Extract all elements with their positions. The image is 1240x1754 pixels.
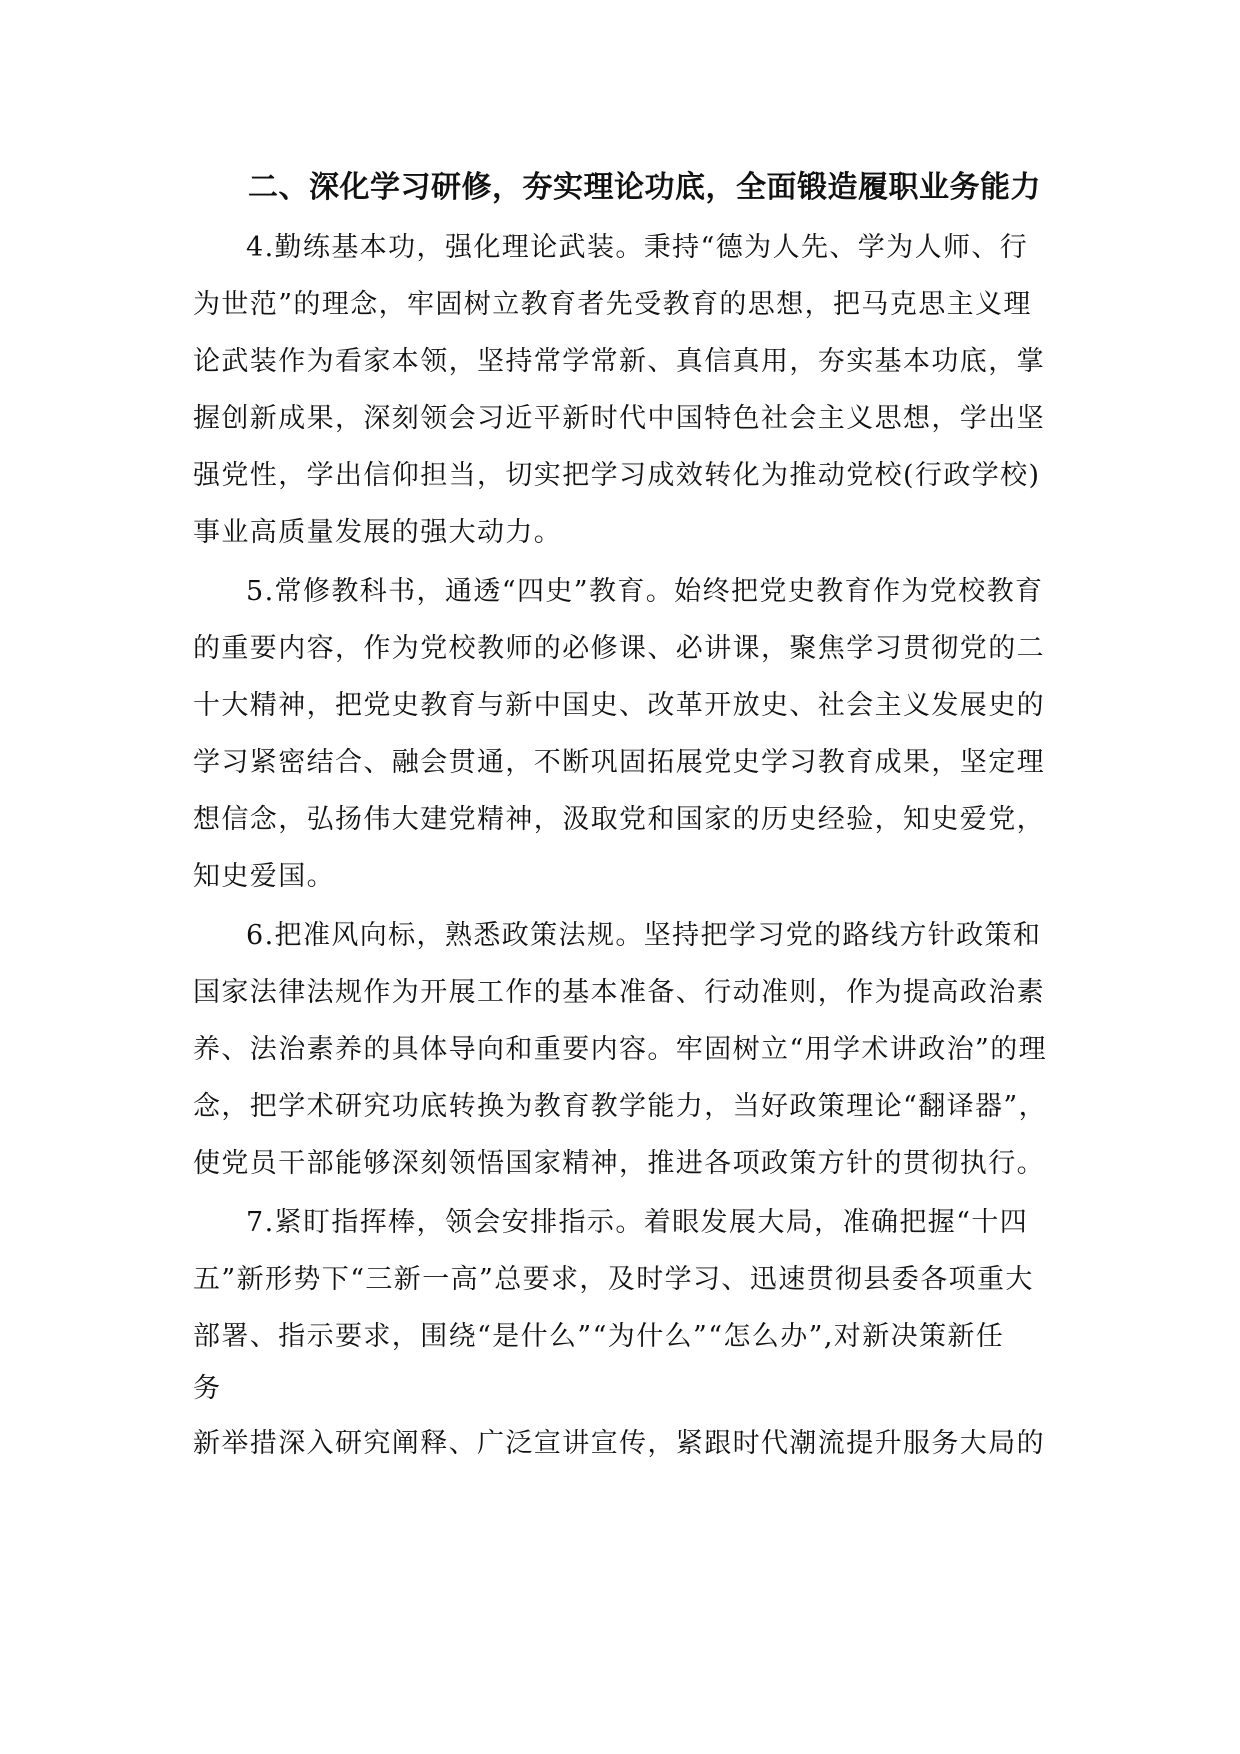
paragraph-4-line-3: 论武装作为看家本领，坚持常学常新、真信真用，夯实基本功底，掌 [193,346,1045,377]
paragraph-6-line-1: 6.把准风向标，熟悉政策法规。坚持把学习党的路线方针政策和 [246,920,1042,951]
paragraph-7-line-2: 五”新形势下“三新一高”总要求，及时学习、迅速贯彻县委各项重大 [193,1264,1034,1295]
paragraph-6-line-2: 国家法律法规作为开展工作的基本准备、行动准则，作为提高政治素 [193,977,1045,1008]
paragraph-4-line-4: 握创新成果，深刻领会习近平新时代中国特色社会主义思想，学出坚 [193,403,1045,434]
paragraph-5-line-2: 的重要内容，作为党校教师的必修课、必讲课，聚焦学习贯彻党的二 [193,633,1045,664]
paragraph-7-line-1: 7.紧盯指挥棒，领会安排指示。着眼发展大局，准确把握“十四 [246,1207,1029,1238]
paragraph-7-line-5: 新举措深入研究阐释、广泛宣讲宣传，紧跟时代潮流提升服务大局的 [193,1428,1045,1459]
paragraph-5-line-5: 想信念，弘扬伟大建党精神，汲取党和国家的历史经验，知史爱党， [193,804,1045,835]
paragraph-5-line-6: 知史爱国。 [193,861,335,892]
paragraph-4-line-5: 强党性，学出信仰担当，切实把学习成效转化为推动党校(行政学校) [193,460,1041,491]
paragraph-7-line-4: 务 [193,1373,222,1404]
section-heading: 二、深化学习研修，夯实理论功底，全面锻造履职业务能力 [248,170,1041,205]
paragraph-4-line-6: 事业高质量发展的强大动力。 [193,517,563,548]
paragraph-4-line-2: 为世范”的理念，牢固树立教育者先受教育的思想，把马克思主义理 [193,289,1032,320]
paragraph-5-line-1: 5.常修教科书，通透“四史”教育。始终把党史教育作为党校教育 [246,576,1044,607]
paragraph-5-line-3: 十大精神，把党史教育与新中国史、改革开放史、社会主义发展史的 [193,690,1045,721]
paragraph-5-line-4: 学习紧密结合、融会贯通，不断巩固拓展党史学习教育成果，坚定理 [193,747,1045,778]
paragraph-6-line-4: 念，把学术研究功底转换为教育教学能力，当好政策理论“翻译器”， [193,1091,1048,1122]
paragraph-4-line-1: 4.勤练基本功，强化理论武装。秉持“德为人先、学为人师、行 [246,232,1029,263]
paragraph-6-line-5: 使党员干部能够深刻领悟国家精神，推进各项政策方针的贯彻执行。 [193,1148,1045,1179]
paragraph-6-line-3: 养、法治素养的具体导向和重要内容。牢固树立“用学术讲政治”的理 [193,1034,1048,1065]
paragraph-7-line-3: 部署、指示要求，围绕“是什么”“为什么”“怎么办”,对新决策新任 [193,1321,1005,1352]
